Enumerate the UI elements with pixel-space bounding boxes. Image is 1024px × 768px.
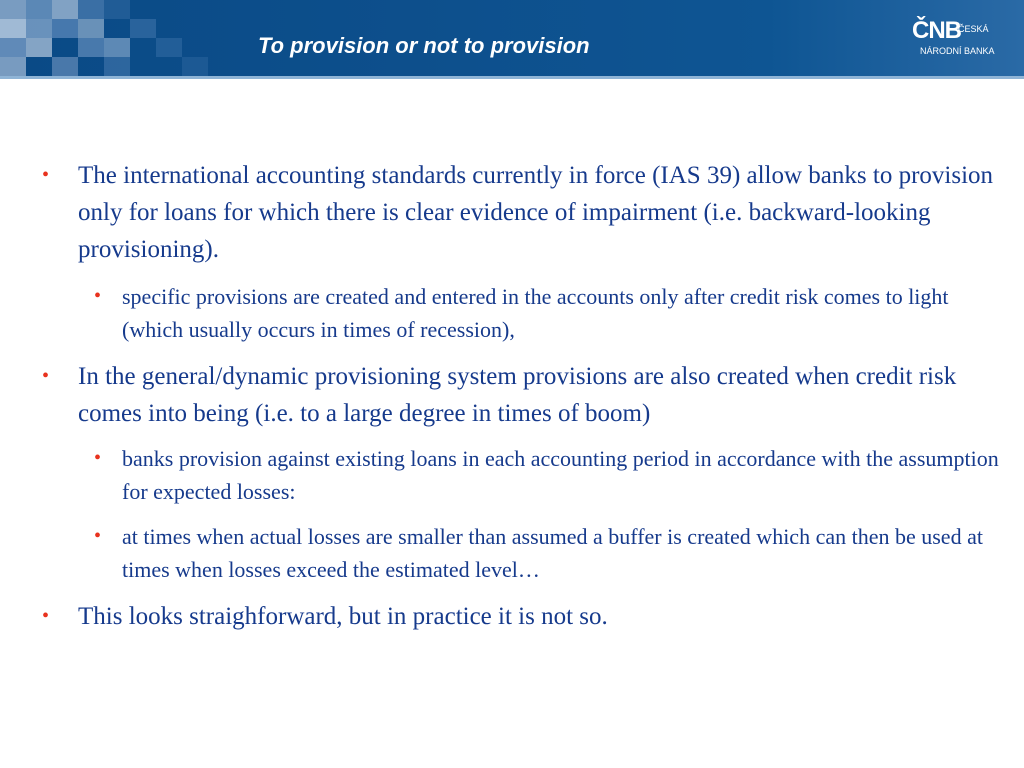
logo-text-line2: NÁRODNÍ BANKA [920, 46, 995, 56]
bullet-dot-icon: • [94, 285, 102, 307]
sub-bullet-item [94, 280, 1012, 346]
bullet-dot-icon: • [94, 525, 102, 547]
page-title: To provision or not to provision [258, 33, 590, 58]
logo-mark: ČNB [912, 17, 961, 44]
logo-text-line1: ČESKÁ [958, 24, 989, 34]
bullet-item [42, 157, 1013, 268]
bullet-text: banks provision against existing loans in each accounting period in accordance with the assumption for expected losses: [122, 446, 999, 504]
bullet-dot-icon: • [42, 365, 50, 387]
bullet-text: specific provisions are created and entered in the accounts only after credit risk comes to light (which usually occurs in times of recession), [122, 284, 949, 342]
bullet-text: This looks straighforward, but in practice it is not so. [78, 603, 608, 630]
bullet-text: at times when actual losses are smaller than assumed a buffer is created which can then be used at times when losses exceed the estimated level… [122, 524, 983, 582]
bullet-item [42, 358, 1013, 432]
bullet-dot-icon: • [42, 164, 50, 186]
bullet-text: In the general/dynamic provisioning system provisions are also created when credit risk comes into being (i.e. to a large degree in times of boom) [78, 363, 957, 427]
bullet-item [42, 598, 1013, 635]
bullet-dot-icon: • [42, 605, 50, 627]
sub-bullet-item [94, 520, 1012, 586]
bullet-dot-icon: • [94, 447, 102, 469]
sub-bullet-item [94, 442, 1012, 508]
bullet-text: The international accounting standards currently in force (IAS 39) allow banks to provision only for loans for which there is clear evidence of impairment (i.e. backward-looking provisioning). [78, 162, 994, 263]
